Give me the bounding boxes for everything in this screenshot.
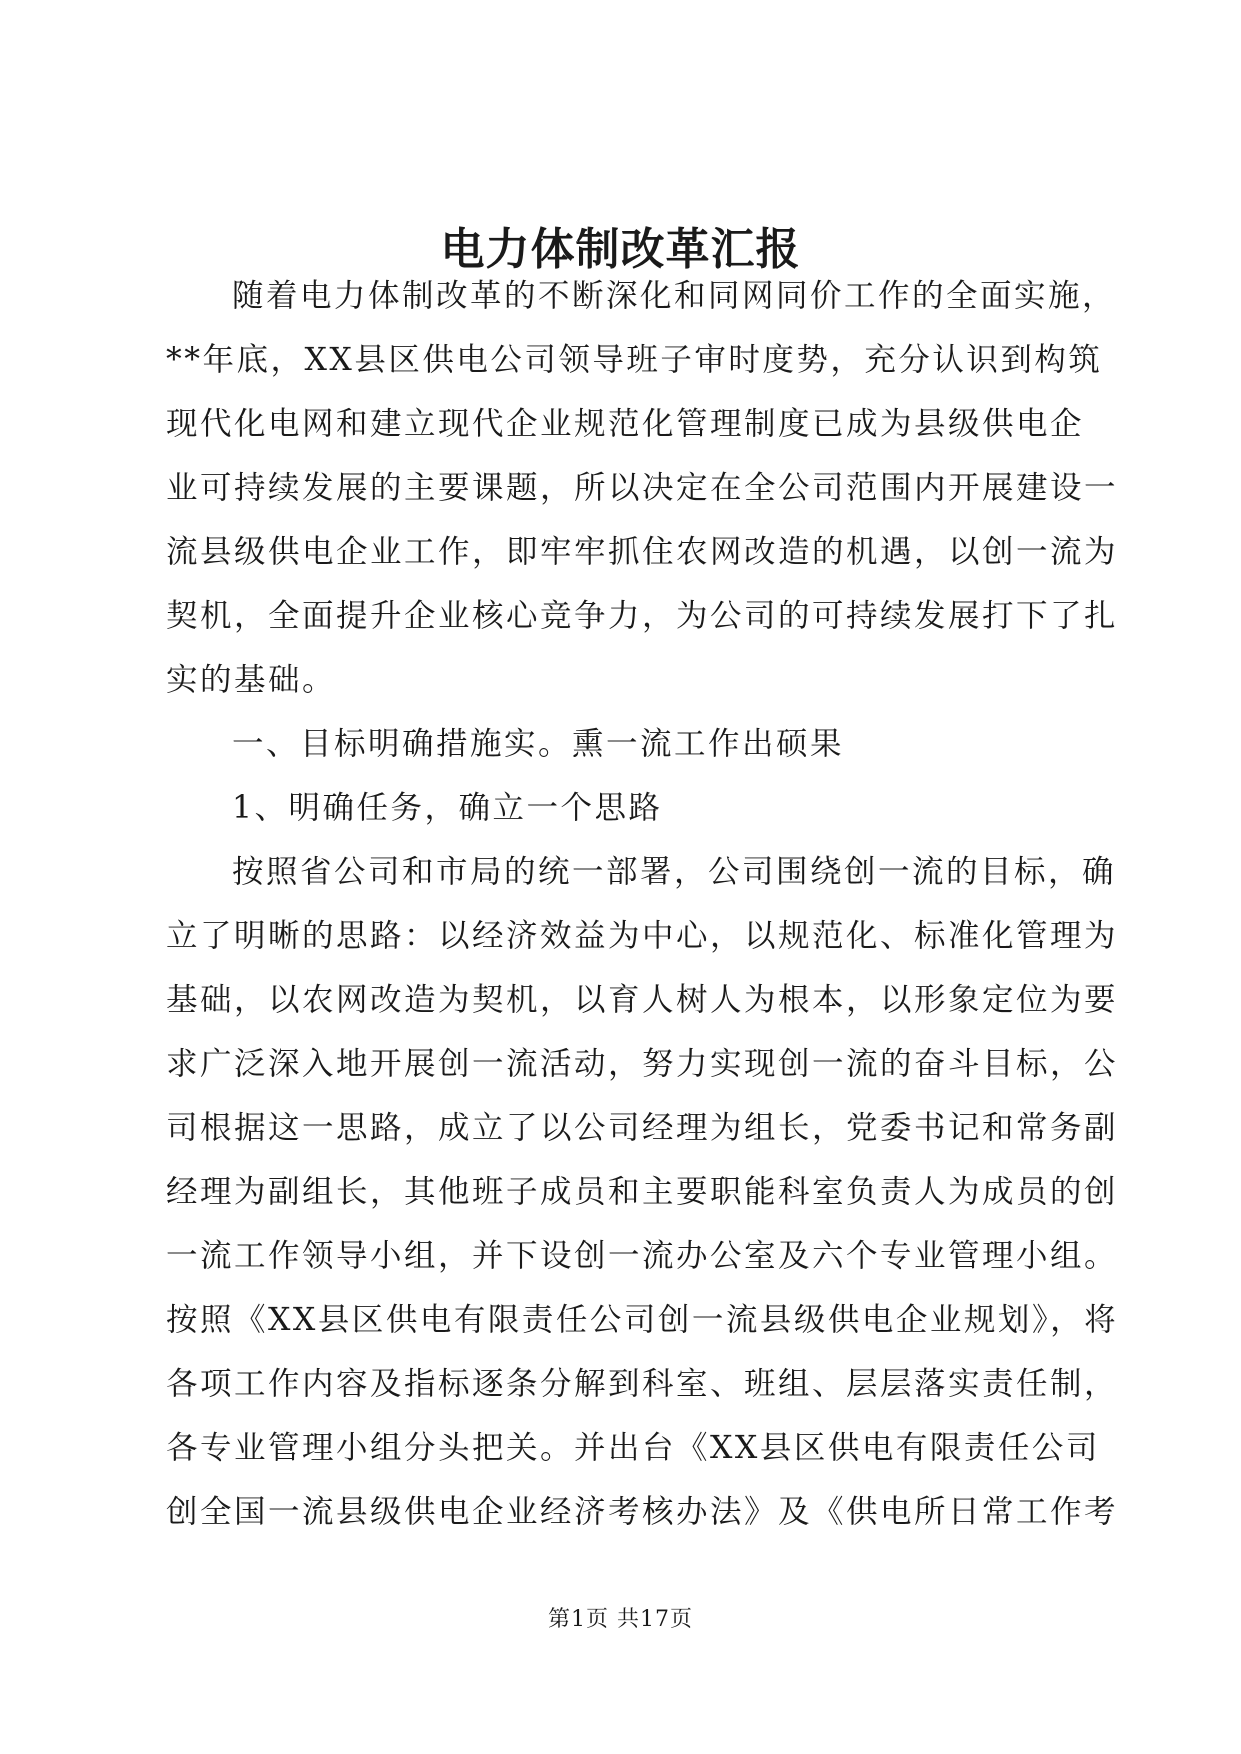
body-line: 基础，以农网改造为契机，以育人树人为根本，以形象定位为要 <box>166 982 1119 1018</box>
body-line: 流县级供电企业工作，即牢牢抓住农网改造的机遇，以创一流为 <box>166 534 1119 570</box>
body-line: 经理为副组长，其他班子成员和主要职能科室负责人为成员的创 <box>166 1174 1119 1210</box>
body-line: 各项工作内容及指标逐条分解到科室、班组、层层落实责任制， <box>166 1366 1119 1402</box>
body-line: 司根据这一思路，成立了以公司经理为组长，党委书记和常务副 <box>166 1110 1119 1146</box>
body-line: 一流工作领导小组，并下设创一流办公室及六个专业管理小组。 <box>166 1238 1119 1274</box>
body-line: 创全国一流县级供电企业经济考核办法》及《供电所日常工作考 <box>166 1494 1119 1530</box>
body-line: 现代化电网和建立现代企业规范化管理制度已成为县级供电企 <box>166 406 1085 442</box>
body-line: **年底，XX县区供电公司领导班子审时度势，充分认识到构筑 <box>166 342 1103 378</box>
body-line: 各专业管理小组分头把关。并出台《XX县区供电有限责任公司 <box>166 1430 1100 1466</box>
body-line: 按照省公司和市局的统一部署，公司围绕创一流的目标，确 <box>232 854 1117 890</box>
body-line: 立了明晰的思路：以经济效益为中心，以规范化、标准化管理为 <box>166 918 1119 954</box>
page-number-footer: 第1页 共17页 <box>548 1607 693 1632</box>
subsection-heading: 1、明确任务，确立一个思路 <box>232 790 663 826</box>
body-line: 业可持续发展的主要课题，所以决定在全公司范围内开展建设一 <box>166 470 1119 506</box>
body-line: 实的基础。 <box>166 662 337 698</box>
document-body <box>166 264 1119 1544</box>
body-line: 随着电力体制改革的不断深化和同网同价工作的全面实施， <box>232 278 1117 314</box>
body-line: 按照《XX县区供电有限责任公司创一流县级供电企业规划》，将 <box>166 1302 1119 1338</box>
document-title: 电力体制改革汇报 <box>440 224 801 275</box>
body-line: 契机，全面提升企业核心竞争力，为公司的可持续发展打下了扎 <box>166 598 1119 634</box>
body-line: 求广泛深入地开展创一流活动，努力实现创一流的奋斗目标，公 <box>166 1046 1119 1082</box>
section-heading: 一、目标明确措施实。熏一流工作出硕果 <box>232 726 845 762</box>
